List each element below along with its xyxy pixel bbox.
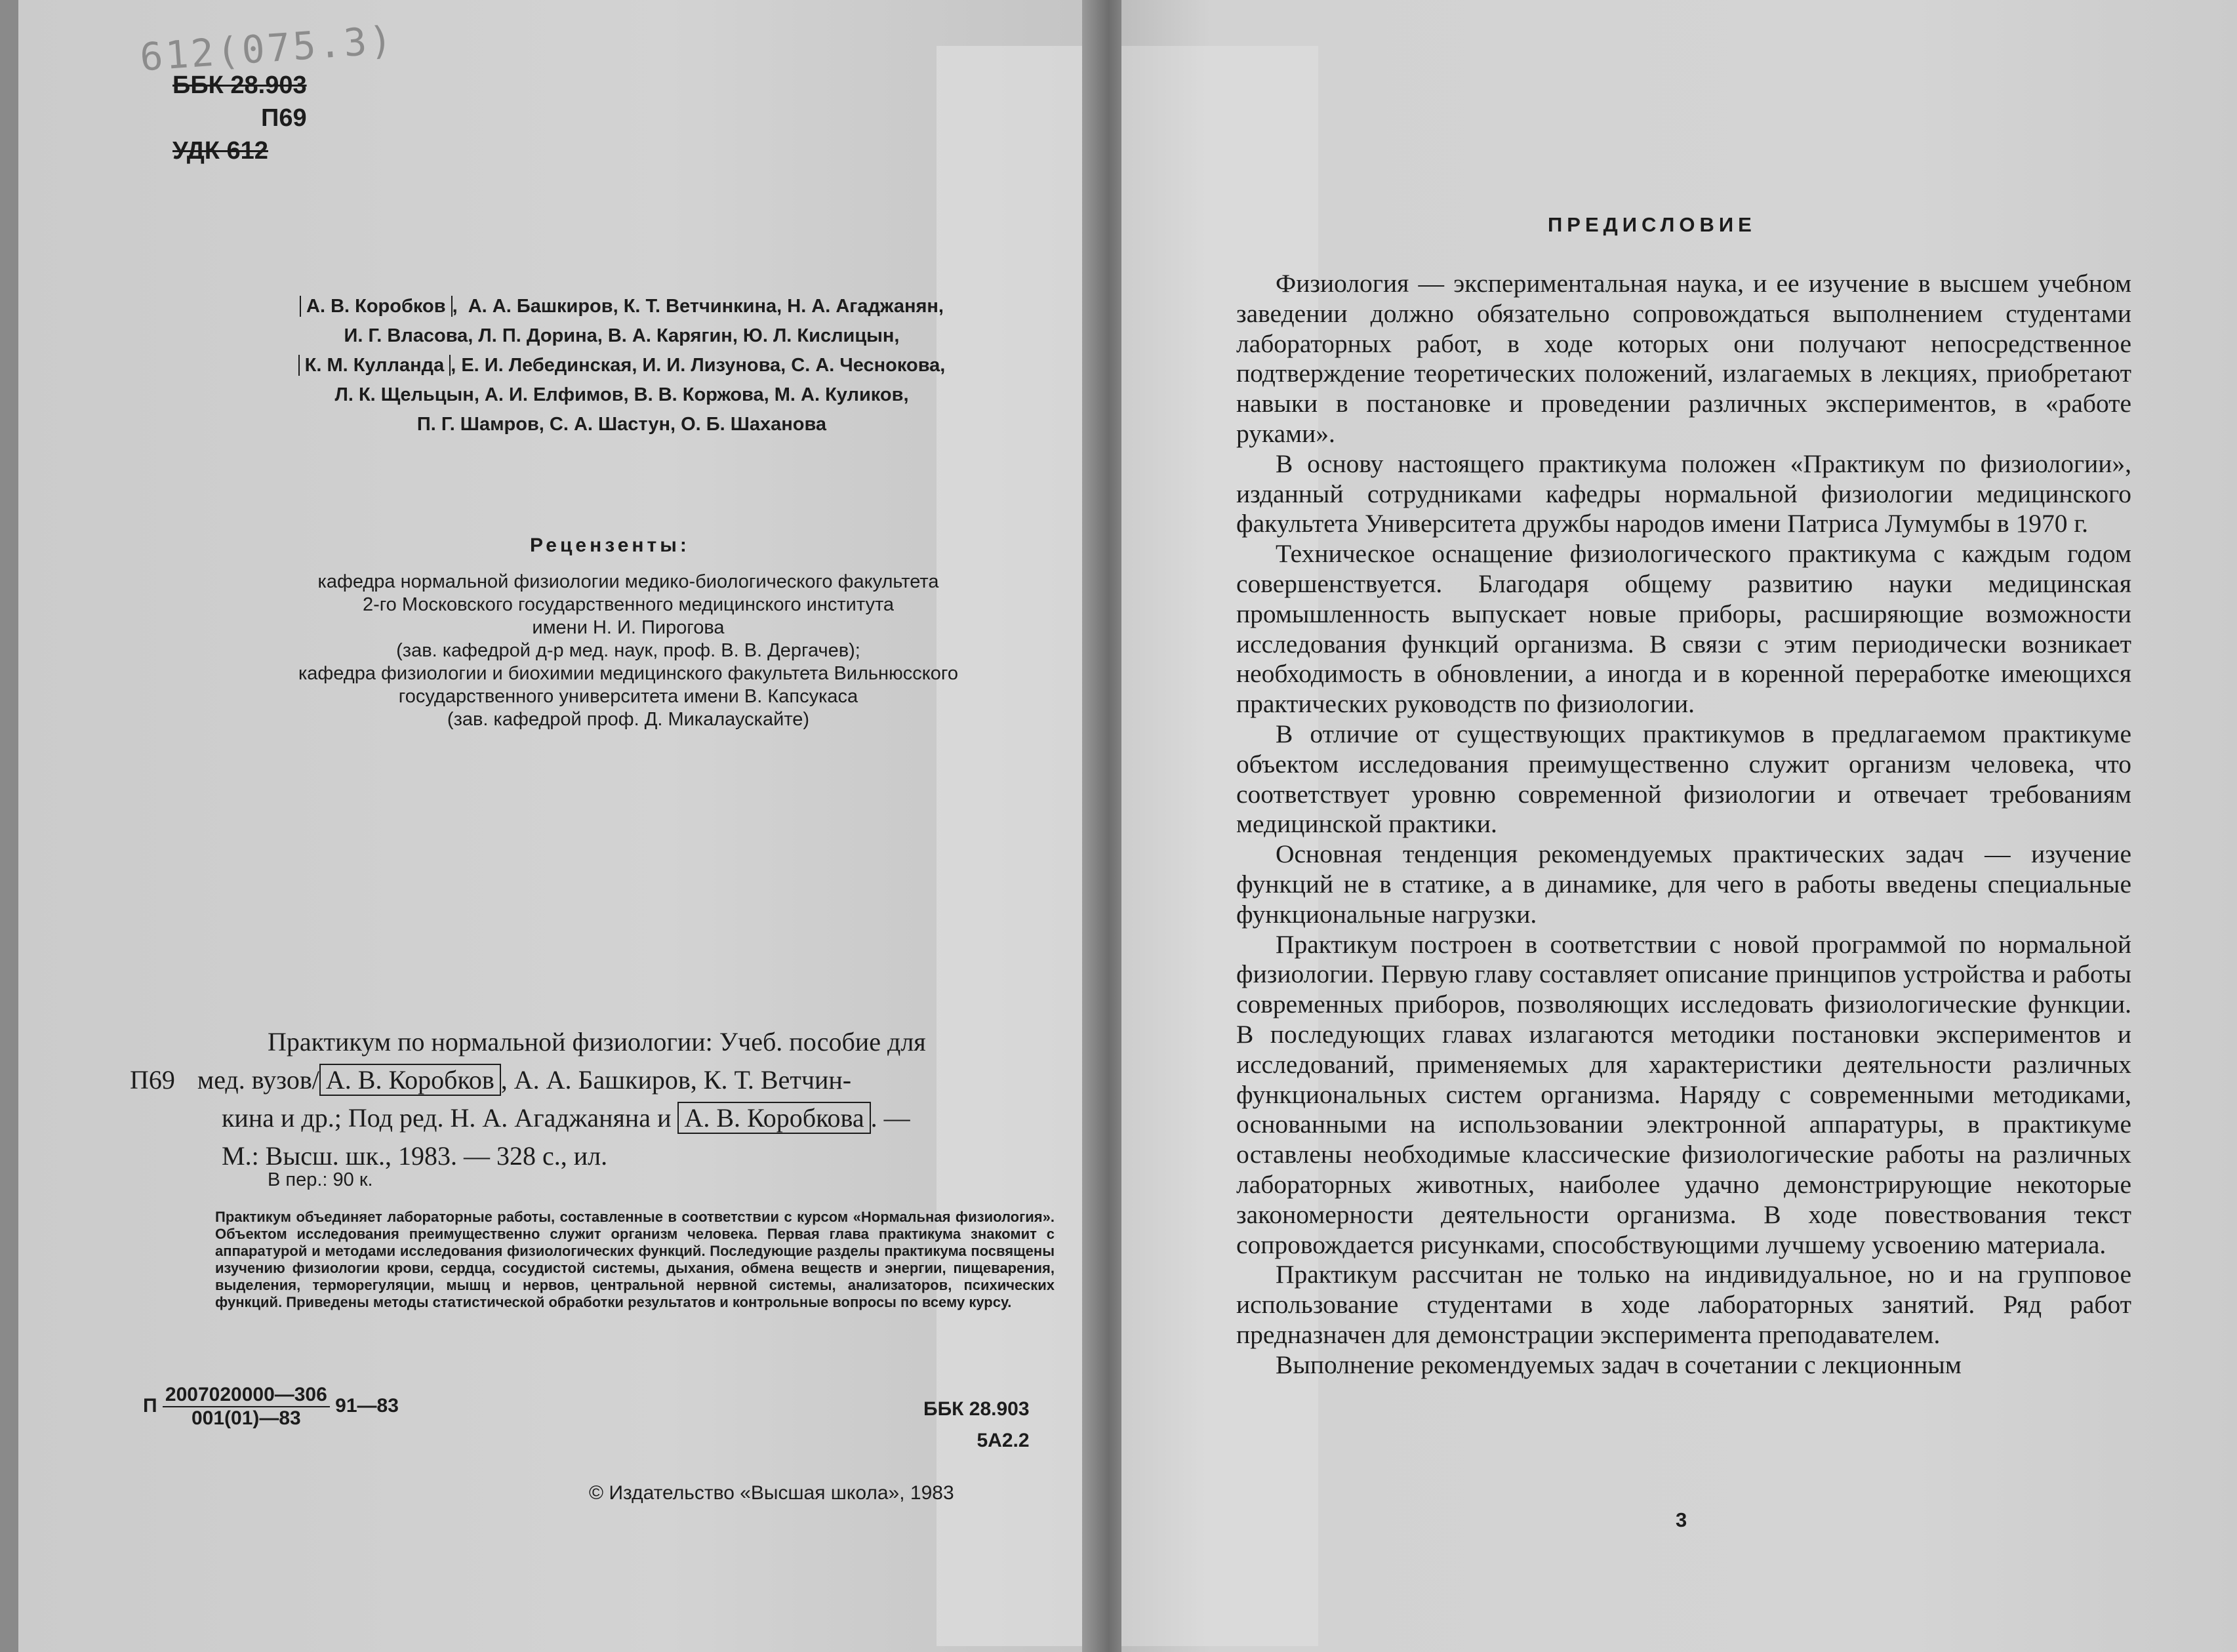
bib-text: , А. А. Башкиров, К. Т. Ветчин-	[500, 1065, 852, 1095]
preface-body	[1236, 269, 2131, 1380]
bib-line-3	[130, 1099, 1061, 1137]
preface-paragraph: Практикум построен в соответствии с новой программой по нормальной физиологии. Первую главу составляет описание принципов устройства и работы современных приборов, позволяющих исследовать физиологические функции. В последующих главах излагаются методики постановки экспериментов и исследований, применяемых для характеристики деятельности различных функциональных систем организма. Наряду с современными методиками, основанными на использовании электронной аппаратуры, в практикуме оставлены необходимые классические физиологические работы на различных лабораторных животных, наиболее удачно демонстрирующие некоторые закономерности деятельности организма. В ходе повествования текст сопровождается рисунками, способствующими лучшему усвоению материала.	[1236, 929, 2131, 1259]
isbn-denominator: 001(01)—83	[191, 1407, 301, 1429]
bib-text: мед. вузов/	[197, 1065, 319, 1095]
deceased-author-box: К. М. Кулланда	[298, 355, 451, 376]
handwritten-mark: 612(075.3)	[138, 17, 397, 80]
authors-line-1: А. В. Коробков , А. А. Башкиров, К. Т. Ветчинкина, Н. А. Агаджанян,	[195, 292, 1048, 321]
copyright: © Издательство «Высшая школа», 1983	[589, 1482, 954, 1504]
reviewer-line: кафедра физиологии и биохимии медицинского факультета Вильнюсского	[298, 663, 959, 684]
reviewer-line: имени Н. И. Пирогова	[532, 617, 725, 638]
preface-paragraph: Практикум рассчитан не только на индивидуальное, но и на групповое использование студентами в ходе лабораторных занятий. Ряд работ предназначен для демонстрации эксперимента преподавателем.	[1236, 1260, 2131, 1349]
preface-paragraph: Выполнение рекомендуемых задач в сочетании с лекционным	[1276, 1350, 1962, 1379]
reviewer-line: (зав. кафедрой проф. Д. Микалаускайте)	[447, 709, 810, 730]
page-number: 3	[1676, 1508, 1687, 1531]
classification-number	[143, 1384, 399, 1430]
authors-block	[195, 292, 1048, 439]
authors-text: А. А. Башкиров, К. Т. Ветчинкина, Н. А. Агаджанян,	[468, 296, 944, 317]
isbn-fraction	[163, 1384, 330, 1430]
bib-index: П69	[130, 1065, 175, 1095]
authors-line-2: И. Г. Власова, Л. П. Дорина, В. А. Карягин, Ю. Л. Кислицын,	[344, 325, 900, 346]
reviewers-title: Рецензенты:	[530, 534, 690, 556]
authors-line-5: П. Г. Шамров, С. А. Шастун, О. Б. Шаханова	[416, 414, 827, 435]
preface-paragraph: Техническое оснащение физиологического практикума с каждым годом совершенствуется. Благодаря общему развитию науки медицинская промышленность выпускает новые приборы, расширяющие возможности исследования функций организма. В связи с этим периодически возникает необходимость в обновлении, а иногда и в коренной переработке имеющихся практических руководств по физиологии.	[1236, 539, 2131, 719]
bib-line-2	[130, 1061, 1061, 1099]
bibliographic-record	[130, 1023, 1061, 1175]
isbn-numerator: 2007020000—306	[163, 1384, 330, 1407]
preface-title: ПРЕДИСЛОВИЕ	[1548, 213, 1756, 236]
bbk-bottom-code: ББК 28.903	[923, 1398, 1030, 1420]
preface-paragraph: В отличие от существующих практикумов в предлагаемом практикуме объектом исследования преимущественно служит организм человека, что соответствует уровню современной физиологии и отвечает требованиям медицинской практики.	[1236, 719, 2131, 839]
bbk-bottom	[923, 1394, 1030, 1457]
editor-box: А. В. Коробков	[319, 1064, 501, 1096]
reviewer-line: государственного университета имени В. Капсукаса	[398, 686, 858, 707]
editor-box: А. В. Коробкова	[677, 1102, 870, 1134]
bbk-bottom-code2: 5А2.2	[977, 1430, 1030, 1451]
price: В пер.: 90 к.	[268, 1169, 373, 1190]
reviewer-line: 2-го Московского государственного медицинского института	[362, 594, 895, 615]
authors-text: Е. И. Лебединская, И. И. Лизунова, С. А. Чеснокова,	[461, 355, 946, 376]
bib-text: кина и др.; Под ред. Н. А. Агаджаняна и	[222, 1103, 672, 1133]
preface-paragraph: Физиология — экспериментальная наука, и ее изучение в высшем учебном заведении должно обязательно сопровождаться выполнением студентами лабораторных работ, в ходе которых они получают непосредственное подтверждение теоретических положений, излагаемых в лекциях, приобретают навыки в постановке и проведении различных экспериментов, в «работе руками».	[1236, 269, 2131, 448]
bbk-label: ББК 28.903	[172, 71, 307, 99]
preface-paragraph: Основная тенденция рекомендуемых практических задач — изучение функций не в статике, а в динамике, для чего в работы введены специальные функциональные нагрузки.	[1236, 839, 2131, 929]
preface-paragraph: В основу настоящего практикума положен «Практикум по физиологии», изданный сотрудниками кафедры нормальной физиологии медицинского факультета Университета дружбы народов имени Патриса Лумумбы в 1970 г.	[1236, 449, 2131, 538]
reviewers-block	[195, 571, 1061, 731]
bib-line-1: Практикум по нормальной физиологии: Учеб. пособие для	[268, 1027, 926, 1057]
isbn-prefix: П	[143, 1394, 157, 1417]
authors-line-4: Л. К. Щельцын, А. И. Елфимов, В. В. Коржова, М. А. Куликов,	[334, 384, 909, 405]
isbn-suffix: 91—83	[335, 1394, 399, 1417]
catalog-codes	[172, 69, 307, 167]
bib-line-4: М.: Высш. шк., 1983. — 328 с., ил.	[222, 1141, 608, 1171]
left-page	[18, 0, 1100, 1652]
authors-line-3: К. М. Кулланда , Е. И. Лебединская, И. И. Лизунова, С. А. Чеснокова,	[195, 351, 1048, 380]
bib-text: . —	[870, 1103, 910, 1133]
udk-label: УДК 612	[172, 137, 268, 165]
annotation: Практикум объединяет лабораторные работы, составленные в соответствии с курсом «Нормальная физиология». Объектом исследования преимущественно служит организм человека. Первая глава практикума знакомит с аппаратурой и методами исследования физиологических функций. Последующие разделы практикума посвящены изучению физиологии крови, сердца, сосудистой системы, дыхания, обмена веществ и энергии, пищеварения, выделения, терморегуляции, мышц и нервов, центральной нервной системы, анализаторов, психических функций. Приведены методы статистической обработки результатов и контрольные вопросы по всему курсу.	[215, 1209, 1055, 1310]
deceased-author-box: А. В. Коробков	[300, 296, 453, 317]
reviewer-line: (зав. кафедрой д-р мед. наук, проф. В. В. Дергачев);	[396, 640, 860, 661]
author-mark: П69	[261, 104, 307, 132]
reviewer-line: кафедра нормальной физиологии медико-биологического факультета	[317, 571, 939, 592]
